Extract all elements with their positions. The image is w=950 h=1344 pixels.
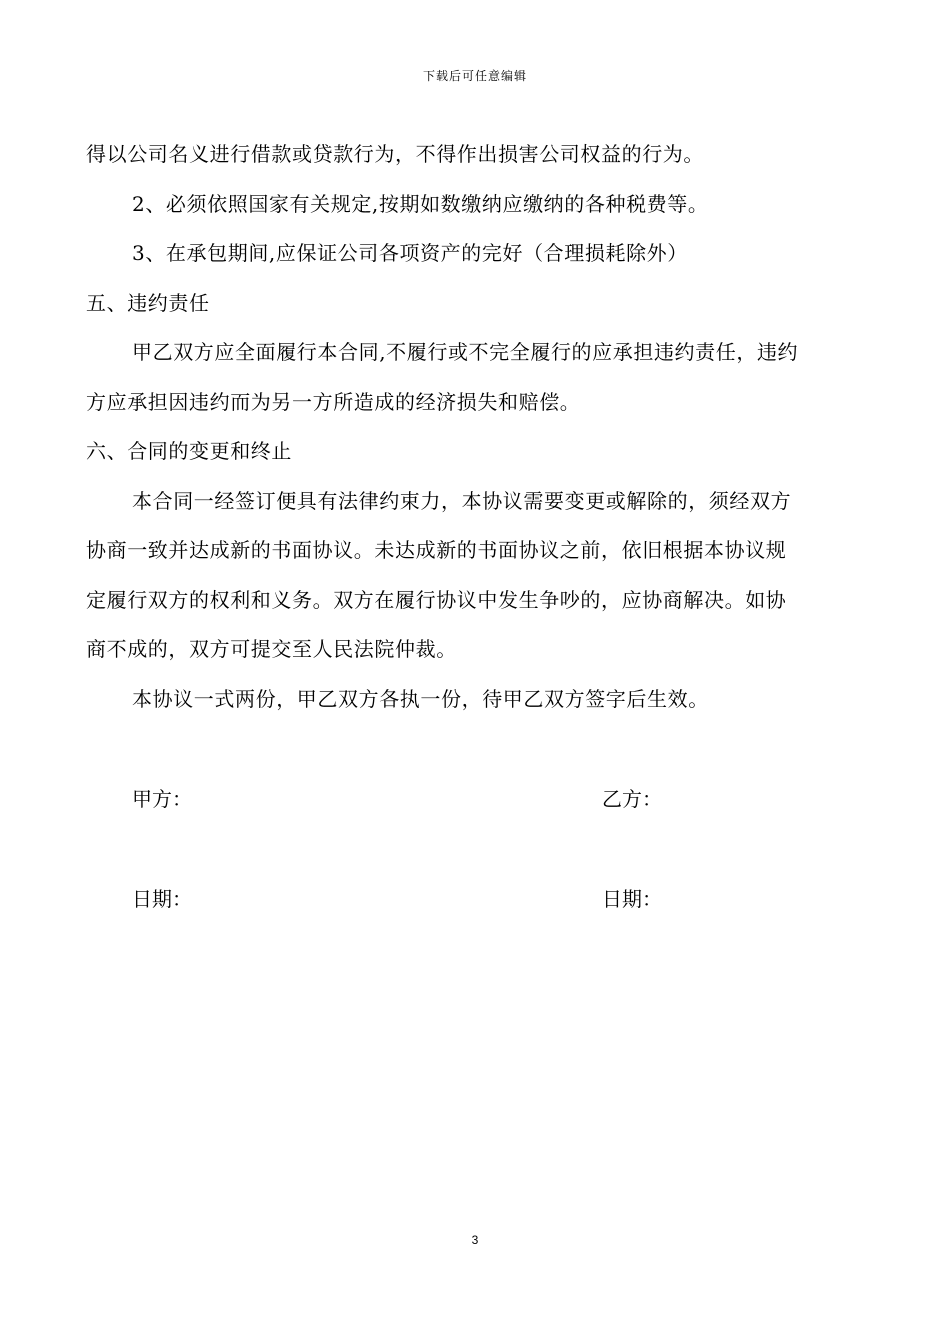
page-header: 下载后可任意编辑 <box>422 69 527 83</box>
breach-text-line-2: 方应承担因违约而为另一方所造成的经济损失和赔偿。 <box>86 389 581 414</box>
contract-body <box>86 130 866 724</box>
copies-clause: 本协议一式两份，甲乙双方各执一份，待甲乙双方签字后生效。 <box>132 686 709 711</box>
page-number: 3 <box>471 1233 479 1247</box>
date-a-label: 日期： <box>132 887 192 911</box>
section-heading-breach: 五、违约责任 <box>86 290 210 315</box>
clause-2: 2、必须依照国家有关规定,按期如数缴纳应缴纳的各种税费等。 <box>132 191 709 216</box>
change-text-line-3: 定履行双方的权利和义务。双方在履行协议中发生争吵的，应协商解决。如协 <box>86 587 787 612</box>
date-b-label: 日期： <box>602 887 662 911</box>
change-text-line-1: 本合同一经签订便具有法律约束力，本协议需要变更或解除的，须经双方 <box>132 488 792 513</box>
paragraph-continuation: 得以公司名义进行借款或贷款行为，不得作出损害公司权益的行为。 <box>86 142 704 166</box>
change-text-line-2: 协商一致并达成新的书面协议。未达成新的书面协议之前，依旧根据本协议规 <box>86 538 787 562</box>
breach-text-line-1: 甲乙双方应全面履行本合同,不履行或不完全履行的应承担违约责任，违约 <box>132 340 799 364</box>
section-heading-change: 六、合同的变更和终止 <box>86 439 292 463</box>
party-b-label: 乙方： <box>602 787 662 811</box>
change-text-line-4: 商不成的，双方可提交至人民法院仲裁。 <box>86 637 457 661</box>
party-a-label: 甲方： <box>132 787 192 811</box>
clause-3: 3、在承包期间,应保证公司各项资产的完好（合理损耗除外） <box>132 241 688 265</box>
